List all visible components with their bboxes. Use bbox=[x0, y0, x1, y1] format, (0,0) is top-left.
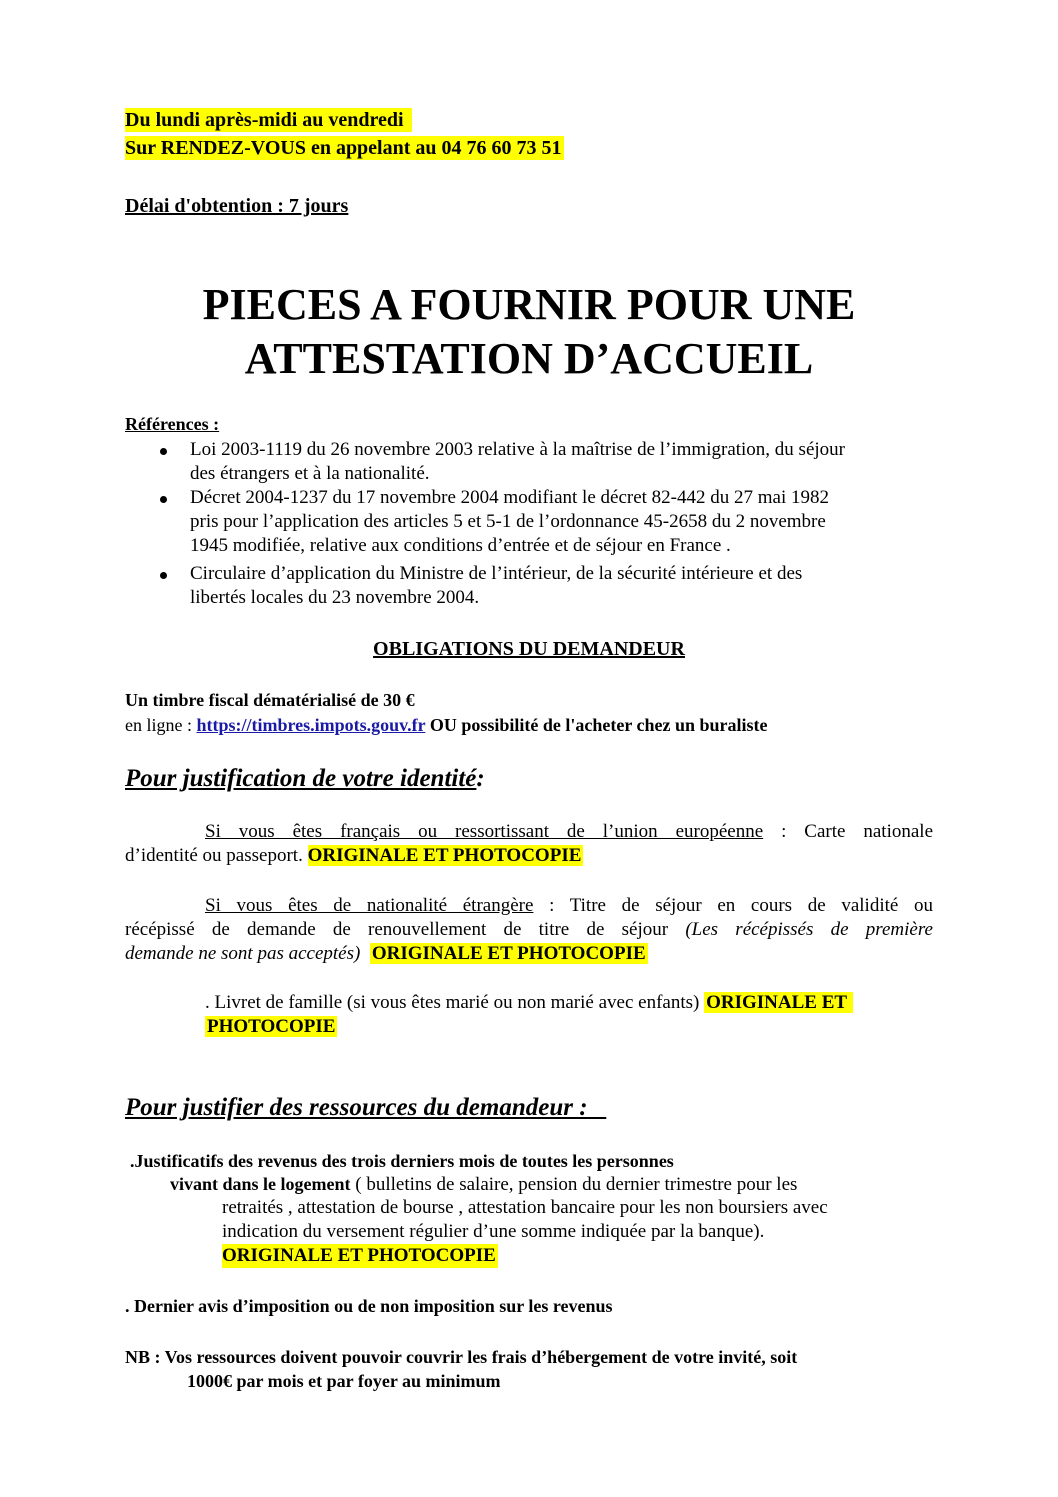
reference-2-line3: 1945 modifiée, relative aux conditions d’entrée et de séjour en France . bbox=[190, 535, 731, 556]
identity-heading bbox=[125, 764, 485, 794]
french-citizen-line1 bbox=[125, 820, 933, 844]
original-copy-badge: ORIGINALE ET bbox=[704, 992, 853, 1013]
family-book-line1 bbox=[205, 991, 853, 1015]
income-proof-bold: vivant dans le logement bbox=[170, 1174, 351, 1194]
family-book-line2 bbox=[205, 1015, 337, 1039]
foreign-doc2: récépissé de demande de renouvellement de titre de séjour bbox=[125, 919, 669, 940]
original-copy-badge: ORIGINALE ET PHOTOCOPIE bbox=[222, 1245, 496, 1266]
reference-2-line2: pris pour l’application des articles 5 et 5-1 de l’ordonnance 45-2658 du 2 novembre bbox=[190, 511, 826, 532]
french-doc2: d’identité ou passeport. bbox=[125, 845, 303, 866]
identity-heading-text: Pour justification de votre identité bbox=[125, 765, 477, 792]
french-citizen-line2 bbox=[125, 844, 933, 868]
foreign-line2 bbox=[125, 918, 933, 942]
reference-3-line2: libertés locales du 23 novembre 2004. bbox=[190, 587, 480, 608]
resources-heading-text: Pour justifier des ressources du demandeur : bbox=[125, 1094, 588, 1121]
french-doc: : Carte nationale bbox=[763, 821, 934, 842]
bullet-icon bbox=[160, 572, 167, 579]
original-copy-badge-cont: PHOTOCOPIE bbox=[207, 1016, 336, 1037]
page-title-line1: PIECES A FOURNIR POUR UNE bbox=[202, 280, 856, 329]
timbres-link[interactable]: https://timbres.impots.gouv.fr bbox=[196, 715, 426, 735]
resources-heading bbox=[125, 1093, 606, 1123]
reference-1-line2: des étrangers et à la nationalité. bbox=[190, 463, 430, 484]
original-copy-badge: ORIGINALE ET PHOTOCOPIE bbox=[307, 845, 582, 866]
references-heading: Références : bbox=[125, 414, 220, 434]
delay-line: Délai d'obtention : 7 jours bbox=[125, 195, 349, 217]
hours-line: Du lundi après-midi au vendredi bbox=[125, 108, 412, 132]
french-citizen-para bbox=[125, 820, 933, 868]
foreign-line3 bbox=[125, 942, 933, 966]
identity-heading-colon: : bbox=[476, 765, 485, 792]
reference-2-line1: Décret 2004-1237 du 17 novembre 2004 modifiant le décret 82-442 du 27 mai 1982 bbox=[190, 487, 829, 508]
income-proof-line3: retraités , attestation de bourse , attestation bancaire pour les non boursiers avec bbox=[222, 1197, 828, 1218]
income-proof-rest: ( bulletins de salaire, pension du dernier trimestre pour les bbox=[350, 1174, 798, 1195]
foreign-national-para bbox=[125, 894, 933, 966]
online-suffix: OU possibilité de l'acheter chez un buraliste bbox=[425, 715, 768, 735]
foreign-doc: : Titre de séjour en cours de validité ou bbox=[533, 895, 933, 916]
tax-notice-line: . Dernier avis d’imposition ou de non imposition sur les revenus bbox=[125, 1296, 613, 1316]
bullet-icon bbox=[160, 496, 167, 503]
reference-1-line1: Loi 2003-1119 du 26 novembre 2003 relative à la maîtrise de l’immigration, du séjour bbox=[190, 439, 845, 460]
fiscal-stamp-line: Un timbre fiscal dématérialisé de 30 € bbox=[125, 690, 415, 710]
nb-line2: 1000€ par mois et par foyer au minimum bbox=[187, 1371, 501, 1391]
appointment-line: Sur RENDEZ-VOUS en appelant au 04 76 60 73 51 bbox=[125, 137, 562, 159]
foreign-note1: (Les récépissés de première bbox=[668, 919, 933, 940]
income-proof-line4: indication du versement régulier d’une somme indiquée par la banque). bbox=[222, 1221, 765, 1242]
income-proof-line1: .Justificatifs des revenus des trois derniers mois de toutes les personnes bbox=[130, 1151, 674, 1171]
family-book-text: . Livret de famille (si vous êtes marié ou non marié avec enfants) bbox=[205, 992, 700, 1013]
online-prefix: en ligne : bbox=[125, 715, 197, 735]
foreign-line1 bbox=[125, 894, 933, 918]
bullet-icon bbox=[160, 448, 167, 455]
french-condition: Si vous êtes français ou ressortissant de l’union européenne bbox=[205, 821, 764, 842]
original-copy-badge: ORIGINALE ET PHOTOCOPIE bbox=[371, 943, 646, 964]
foreign-condition: Si vous êtes de nationalité étrangère bbox=[205, 895, 534, 916]
reference-3-line1: Circulaire d’application du Ministre de l’intérieur, de la sécurité intérieure et des bbox=[190, 563, 803, 584]
nb-line1: NB : Vos ressources doivent pouvoir couvrir les frais d’hébergement de votre invité, soit bbox=[125, 1347, 798, 1367]
foreign-note2: demande ne sont pas acceptés) bbox=[125, 943, 361, 964]
obligations-heading: OBLIGATIONS DU DEMANDEUR bbox=[373, 638, 685, 660]
online-purchase-line bbox=[125, 713, 768, 737]
page-title-line2: ATTESTATION D’ACCUEIL bbox=[244, 334, 814, 383]
income-proof-line2 bbox=[170, 1172, 797, 1197]
